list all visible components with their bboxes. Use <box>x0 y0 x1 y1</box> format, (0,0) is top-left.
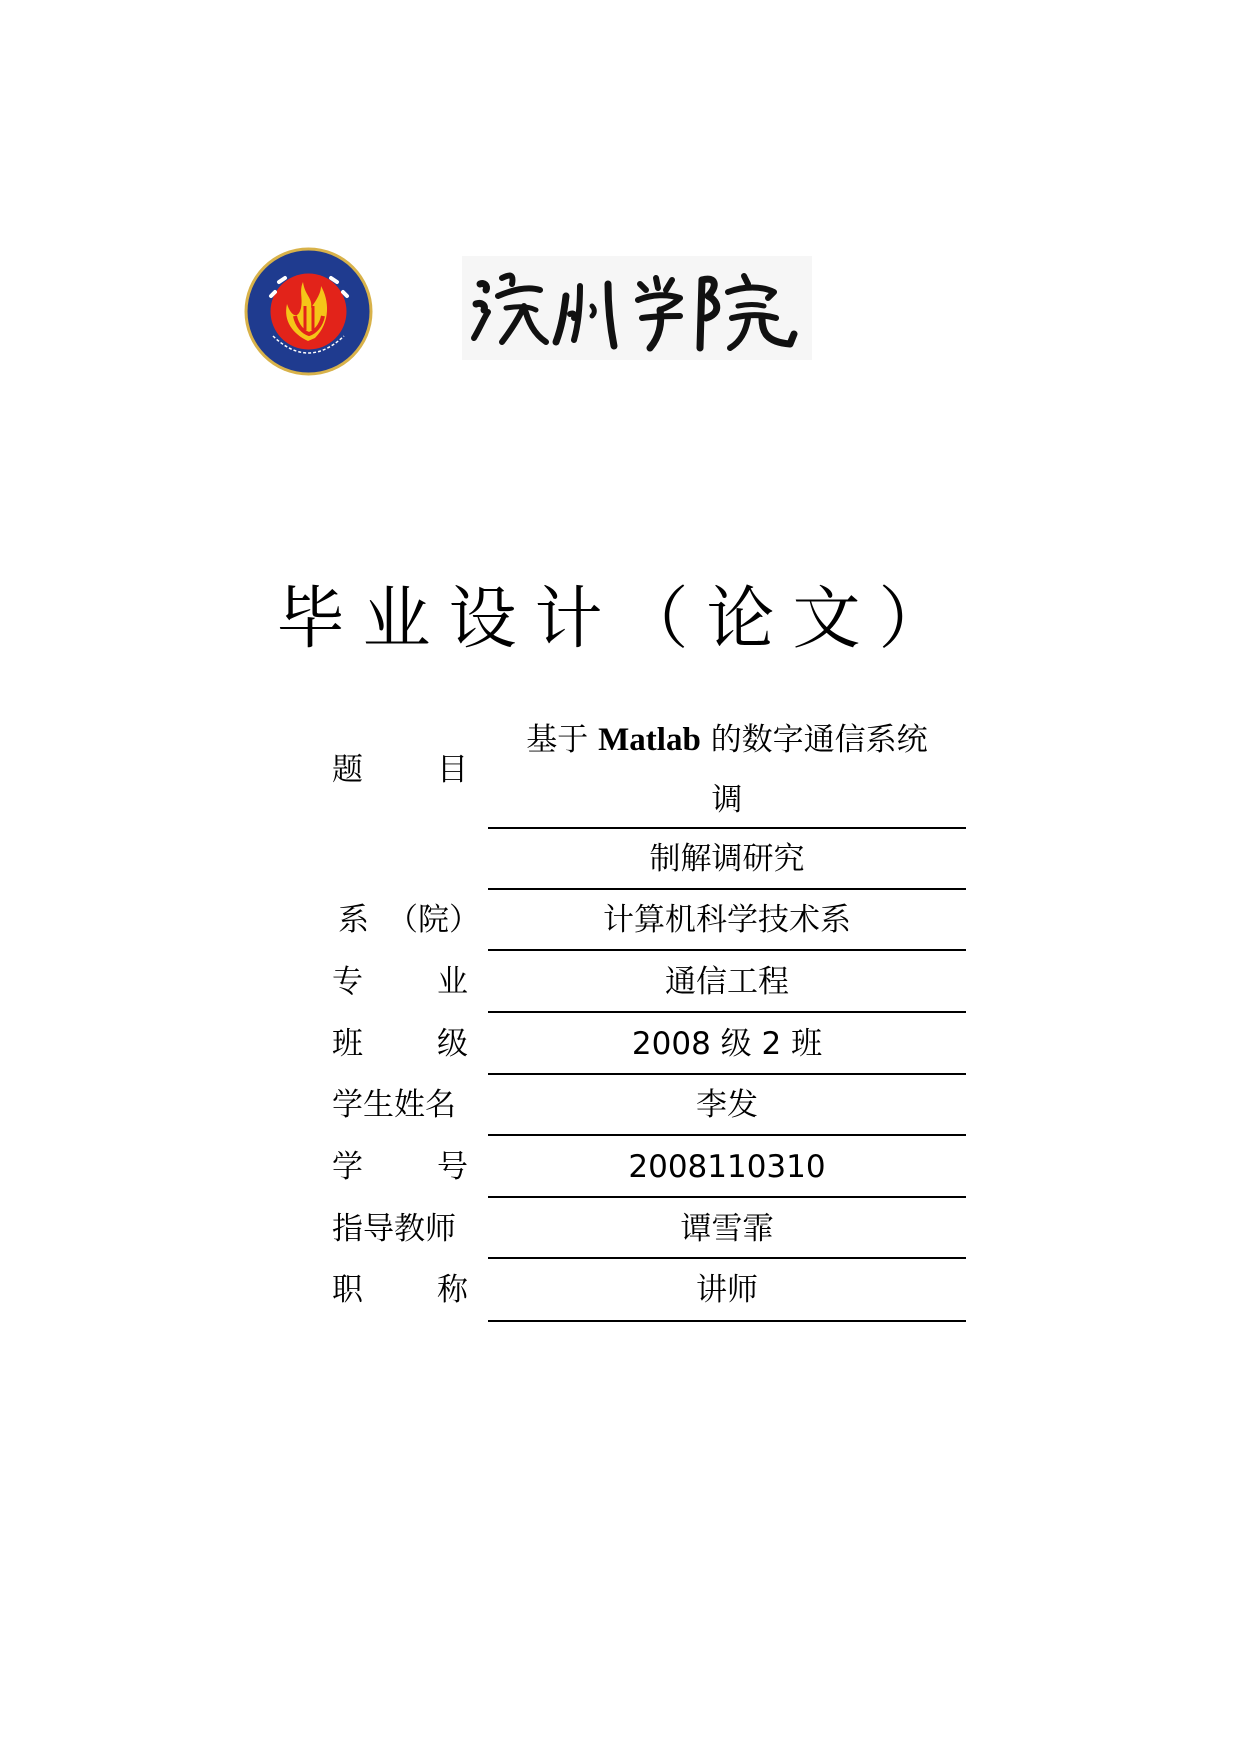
student-id-label-char-1: 学 <box>332 1149 363 1185</box>
department-label-char: 系 <box>338 902 369 938</box>
underline-student-id <box>488 1196 966 1198</box>
rank-label-char-2: 称 <box>437 1272 468 1308</box>
topic-value-suffix: 的数字通信系统 <box>710 722 928 758</box>
class-label-char-1: 班 <box>332 1026 363 1062</box>
student-name-label-text: 学生姓名 <box>332 1087 456 1123</box>
topic-value-latin: Matlab <box>598 722 701 758</box>
underline-class <box>488 1073 966 1075</box>
student-id-value: 2008110310 <box>628 1149 826 1185</box>
topic-value-line-2: 调 <box>711 782 743 818</box>
underline-rank <box>488 1320 966 1322</box>
advisor-label-text: 指导教师 <box>332 1211 456 1247</box>
topic-label-char-1: 题 <box>332 752 363 788</box>
topic-value-prefix: 基于 <box>526 722 589 758</box>
topic-label-char-2: 目 <box>437 752 468 788</box>
class-label <box>332 1024 468 1064</box>
major-label-char-1: 专 <box>332 964 363 1000</box>
advisor-label <box>332 1209 468 1249</box>
underline-advisor <box>488 1257 966 1259</box>
underline-student-name <box>488 1134 966 1136</box>
university-seal-logo <box>243 246 374 377</box>
student-name-value: 李发 <box>696 1087 758 1123</box>
topic-value-line-3: 制解调研究 <box>649 841 805 877</box>
department-label <box>338 900 480 940</box>
calligraphy-university-name <box>462 256 812 360</box>
underline-major <box>488 1011 966 1013</box>
student-name-label <box>332 1085 468 1125</box>
student-id-label-char-2: 号 <box>437 1149 468 1185</box>
underline-department <box>488 949 966 951</box>
rank-value: 讲师 <box>696 1272 758 1308</box>
department-value: 计算机科学技术系 <box>603 902 851 938</box>
topic-value-line-1 <box>488 720 966 760</box>
student-id-label <box>332 1147 468 1187</box>
underline-topic-2 <box>488 888 966 890</box>
major-label-char-2: 业 <box>437 964 468 1000</box>
class-value: 2008 级 2 班 <box>631 1026 823 1062</box>
rank-label <box>332 1270 468 1310</box>
class-label-char-2: 级 <box>437 1026 468 1062</box>
underline-topic-1 <box>488 827 966 829</box>
thesis-type-title: 毕业设计（论文） <box>276 580 965 659</box>
advisor-value: 谭雪霏 <box>680 1211 774 1247</box>
department-label-paren: （院） <box>387 902 480 938</box>
major-label <box>332 962 468 1002</box>
topic-label <box>332 750 468 790</box>
major-value: 通信工程 <box>665 964 789 1000</box>
rank-label-char-1: 职 <box>332 1272 363 1308</box>
